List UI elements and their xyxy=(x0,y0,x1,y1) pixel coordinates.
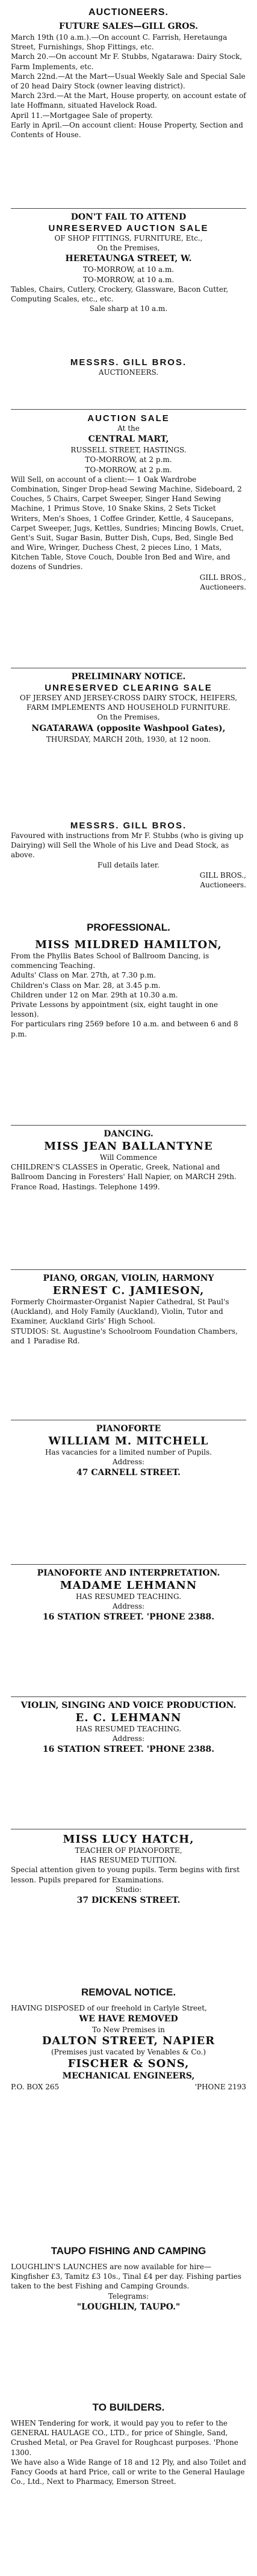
future-sale-line: March 20.—On account Mr F. Stubbs, Ngatarawa: Dairy Stock, Farm Implements, etc. xyxy=(11,52,243,71)
prelim-title: PRELIMINARY NOTICE. xyxy=(71,672,186,682)
taupo-header: TAUPO FISHING AND CAMPING xyxy=(51,2245,206,2257)
central-mart-desc: Will Sell, on account of a client:— 1 Oak Wardrobe Combination, Singer Drop-head Sewing Machine, Sideboard, 2 Couches, 5 Chairs, Carpet Sweeper, Singer Hand Sewing Machine, 1 Primus Stove, 10 Snake Skins, 2 Sets Ticket Writers, Men's Shoes, 1 Coffee Grinder, Kettle, 4 Saucepans, Carpet Sweeper, Jugs, Kettles, Sundries; Mincing Bowls, Cruet, Gent's Suit, Sugar Basin, Butter Dish, Cups, Bed, Single Bed and Wire, Wringer, Duchess Chest, 2 pieces Lino, 1 Mats, Kitchen Table, Stove Couch, Double Iron Bed and Wire, and dozens of Sundries. xyxy=(11,475,244,572)
violin-lehmann xyxy=(5,1690,252,1817)
future-sales-title: FUTURE SALES—GILL GROS. xyxy=(59,22,198,31)
removal-moved: WE HAVE REMOVED xyxy=(79,2014,178,2024)
preliminary-notice xyxy=(5,662,252,812)
piano-jamieson xyxy=(5,1263,252,1408)
violin-title: VIOLIN, SINGING AND VOICE PRODUCTION. xyxy=(20,1701,237,1710)
hatch-address-label: Studio: xyxy=(115,1885,142,1894)
mitchell-address-label: Address: xyxy=(112,1458,145,1467)
removal-contact xyxy=(11,2082,246,2092)
lucy-hatch xyxy=(5,1823,252,1973)
dont-fail-address: HERETAUNGA STREET, W. xyxy=(65,254,192,264)
gill-sign: GILL BROS., xyxy=(199,870,246,880)
lehmann-resumed: HAS RESUMED TEACHING. xyxy=(75,1592,182,1601)
hatch-role: TEACHER OF PIANOFORTE, xyxy=(75,1846,182,1855)
future-sale-line: March 22nd.—At the Mart—Usual Weekly Sale and Special Sale of 20 head Dairy Stock (owner leaving district). xyxy=(11,72,246,90)
hamilton-line: Children's Class on Mar. 28, at 3.45 p.m. xyxy=(11,981,161,990)
taupo-telegram-address: "LOUGHLIN, TAUPO." xyxy=(76,2302,181,2312)
e-lehmann-name: E. C. LEHMANN xyxy=(75,1712,182,1724)
future-sale-line: March 19th (10 a.m.).—On account C. Farrish, Heretaunga Street, Furnishings, Shop Fittings, etc. xyxy=(11,33,228,52)
dont-fail-items: Tables, Chairs, Cutlery, Crockery, Glassware, Bacon Cutter, Computing Scales, etc., etc. xyxy=(11,285,229,303)
central-mart-ad xyxy=(5,403,252,656)
to-builders xyxy=(5,2394,252,2569)
dancing-ballantyne xyxy=(5,1119,252,1257)
builders-text: WHEN Tendering for work, it would pay you to refer to the GENERAL HAULAGE CO., LTD., for price of Shingle, Sand, Crushed Metal, or Pea Gravel for Roughcast purposes. 'Phone 1300. xyxy=(11,2419,238,2457)
mitchell-desc: Has vacancies for a limited number of Pupils. xyxy=(45,1448,212,1456)
interpretation-lehmann xyxy=(5,1558,252,1684)
dancing-title: DANCING. xyxy=(104,1129,153,1139)
central-sign-2: Auctioneers. xyxy=(200,582,246,591)
gill-bros-name: MESSRS. GILL BROS. xyxy=(70,357,187,368)
removal-to-new: To New Premises in xyxy=(92,2026,165,2035)
pianoforte-mitchell xyxy=(5,1414,252,1552)
prelim-caps: UNRESERVED CLEARING SALE xyxy=(45,683,212,693)
hatch-resumed: HAS RESUMED TUITION. xyxy=(80,1856,177,1865)
jamieson-studios: STUDIOS: St. Augustine's Schoolroom Foundation Chambers, and 1 Paradise Rd. xyxy=(11,1327,238,1345)
gill-full-details: Full details later. xyxy=(97,860,160,869)
central-mart-at: At the xyxy=(117,424,140,433)
removal-trade: MECHANICAL ENGINEERS, xyxy=(62,2071,195,2081)
dont-fail-title: DON'T FAIL TO ATTEND xyxy=(70,212,187,222)
prelim-desc: OF JERSEY AND JERSEY-CROSS DAIRY STOCK, HEIFERS, FARM IMPLEMENTS AND HOUSEHOLD FURNITURE. xyxy=(19,694,238,712)
piano-title: PIANO, ORGAN, VIOLIN, HARMONY xyxy=(43,1274,214,1283)
jamieson-desc: Formerly Choirmaster-Organist Napier Cathedral, St Paul's (Auckland), and Holy Family (Auckland), Violin, Tutor and Examiner, Auckland Girls' High School. xyxy=(11,1298,229,1326)
ballantyne-classes: CHILDREN'S CLASSES in Operatic, Greek, National and Ballroom Dancing in Foresters' Hall Napier, on MARCH 29th. xyxy=(11,1163,237,1182)
gill-bros-block xyxy=(5,355,252,397)
dont-fail-caps: UNRESERVED AUCTION SALE xyxy=(48,223,209,233)
ballantyne-will: Will Commence xyxy=(99,1153,158,1162)
hamilton-particulars: For particulars ring 2569 before 10 a.m. and between 6 and 8 p.m. xyxy=(11,1020,238,1038)
future-sale-line: March 23rd.—At the Mart, House property, on account estate of late Hoffmann, situated Havelock Road. xyxy=(11,91,246,110)
lehmann-name: MADAME LEHMANN xyxy=(60,1579,197,1592)
gill-bros-favoured-text: Favoured with instructions from Mr F. Stubbs (who is giving up Dairying) will Sell the Whole of his Live and Dead Stock, as above. xyxy=(11,831,244,860)
prelim-date: THURSDAY, MARCH 20th, 1930, at 12 noon. xyxy=(46,735,211,744)
central-date-2: TO-MORROW, at 2 p.m. xyxy=(85,465,172,474)
taupo-fishing xyxy=(5,2238,252,2388)
removal-notice xyxy=(5,1979,252,2232)
gill-bros-favoured xyxy=(5,818,252,908)
central-mart-venue: CENTRAL MART, xyxy=(88,434,169,445)
professional-hamilton xyxy=(5,914,252,1113)
professional-header: PROFESSIONAL. xyxy=(87,922,170,933)
removal-street: DALTON STREET, NAPIER xyxy=(42,2035,215,2048)
removal-pobox: P.O. BOX 265 xyxy=(11,2082,60,2091)
ballantyne-address: France Road, Hastings. Telephone 1499. xyxy=(11,1182,160,1191)
dont-fail-time: Sale sharp at 10 a.m. xyxy=(89,304,168,313)
removal-vacated: (Premises just vacated by Venables & Co.) xyxy=(51,2048,206,2057)
hatch-desc: Special attention given to young pupils. Term begins with first lesson. Pupils prepared for Examinations. xyxy=(11,1866,240,1884)
e-lehmann-resumed: HAS RESUMED TEACHING. xyxy=(75,1725,182,1733)
prelim-premises: On the Premises, xyxy=(97,713,160,722)
hamilton-name: MISS MILDRED HAMILTON, xyxy=(35,938,222,951)
taupo-text: LOUGHLIN'S LAUNCHES are now available for hire—Kingfisher £3, Tamitz £3 10s., Tinal £4 per day. Fishing parties taken to the best Fishing and Camping Grounds. xyxy=(11,2263,242,2291)
builders-extra: We have also a Wide Range of 18 and 12 Ply, and also Toilet and Fancy Goods at hard Price, call or write to the General Haulage Co., Ltd., Next to Pharmacy, Emerson Street. xyxy=(11,2457,246,2486)
jamieson-name: ERNEST C. JAMIESON, xyxy=(52,1284,205,1297)
e-lehmann-address-label: Address: xyxy=(112,1734,145,1743)
ballantyne-name: MISS JEAN BALLANTYNE xyxy=(44,1140,213,1153)
future-sale-line: April 11.—Mortgagee Sale of property. xyxy=(11,111,153,120)
removal-phone: 'PHONE 2193 xyxy=(194,2082,246,2091)
central-mart-street: RUSSELL STREET, HASTINGS. xyxy=(70,446,187,455)
hatch-name: MISS LUCY HATCH, xyxy=(63,1833,194,1846)
central-date-1: TO-MORROW, at 2 p.m. xyxy=(85,455,172,464)
dont-fail-sub: OF SHOP FITTINGS, FURNITURE, Etc., xyxy=(54,234,203,242)
hamilton-line: Adults' Class on Mar. 27th, at 7.30 p.m. xyxy=(11,971,156,980)
central-sign: GILL BROS., xyxy=(199,573,246,582)
removal-intro: HAVING DISPOSED of our freehold in Carlyle Street, xyxy=(11,2004,207,2012)
pianoforte-title: PIANOFORTE xyxy=(96,1424,161,1434)
gill-bros-auctioneers: AUCTIONEERS. xyxy=(98,368,159,377)
dont-fail-date-1: TO-MORROW, at 10 a.m. xyxy=(82,265,175,274)
mitchell-name: WILLIAM M. MITCHELL xyxy=(48,1435,209,1447)
removal-header: REMOVAL NOTICE. xyxy=(81,1986,176,1998)
gill-sign-2: Auctioneers. xyxy=(200,880,246,889)
removal-firm: FISCHER & SONS, xyxy=(67,2057,190,2070)
e-lehmann-address: 16 STATION STREET. 'PHONE 2388. xyxy=(42,1745,215,1755)
interpretation-title: PIANOFORTE AND INTERPRETATION. xyxy=(37,1568,220,1578)
future-sale-line: Early in April.—On account client: House Property, Section and Contents of House. xyxy=(11,120,243,139)
dont-fail-premises: On the Premises, xyxy=(97,244,160,253)
auctioneers-header: AUCTIONEERS. xyxy=(88,7,169,17)
dont-fail-ad xyxy=(5,202,252,353)
hamilton-line: Children under 12 on Mar. 29th at 10.30 a.m. xyxy=(11,990,178,999)
mitchell-address: 47 CARNELL STREET. xyxy=(76,1468,181,1478)
lehmann-address-label: Address: xyxy=(112,1602,145,1611)
builders-header: TO BUILDERS. xyxy=(92,2402,165,2413)
auctioneers-future-sales xyxy=(5,4,252,196)
taupo-telegrams-label: Telegrams: xyxy=(108,2291,149,2300)
hamilton-private: Private Lessons by appointment (six, eight taught in one lesson). xyxy=(11,1000,218,1019)
lehmann-address: 16 STATION STREET. 'PHONE 2388. xyxy=(42,1612,215,1622)
hatch-address: 37 DICKENS STREET. xyxy=(76,1895,181,1905)
hamilton-from: From the Phyllis Bates School of Ballroom Dancing, is commencing Teaching. xyxy=(11,952,209,970)
future-sales-list xyxy=(11,32,246,140)
prelim-place: NGATARAWA (opposite Washpool Gates), xyxy=(31,723,226,733)
gill-bros-name-2: MESSRS. GILL BROS. xyxy=(70,821,187,831)
central-mart-title: AUCTION SALE xyxy=(87,413,170,424)
dont-fail-date-2: TO-MORROW, at 10 a.m. xyxy=(82,275,175,284)
